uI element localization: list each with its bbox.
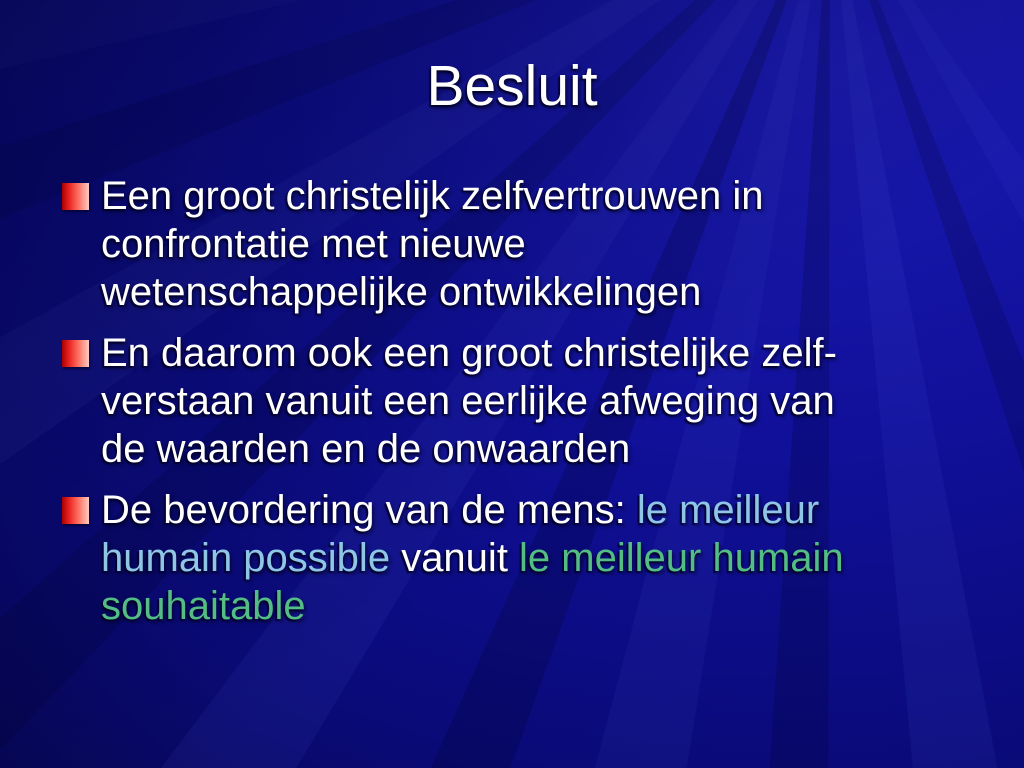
text-segment: le meilleur [636, 488, 820, 532]
text-segment: souhaitable [101, 584, 306, 628]
bullet-item [62, 172, 972, 316]
bullet-item [62, 486, 972, 630]
text-segment: De bevordering van de mens: [101, 488, 637, 532]
bullet-marker-icon [62, 183, 89, 210]
bullet-text [101, 486, 844, 630]
text-segment: wetenschappelijke ontwikkelingen [101, 270, 702, 314]
page-title: Besluit [426, 54, 598, 118]
text-segment: confrontatie met nieuwe [101, 222, 526, 266]
bullet-item [62, 329, 972, 473]
text-segment: vanuit [401, 536, 520, 580]
text-segment: En daarom ook een groot christelijke zelf- [101, 331, 837, 375]
bullet-text [101, 329, 837, 473]
text-segment: humain possible [101, 536, 402, 580]
text-segment: verstaan vanuit een eerlijke afweging van [101, 379, 835, 423]
text-segment: Een groot christelijk zelfvertrouwen in [101, 174, 764, 218]
bullet-marker-icon [62, 497, 89, 524]
bullet-marker-icon [62, 340, 89, 367]
bullet-list [62, 172, 972, 643]
bullet-text [101, 172, 764, 316]
text-segment: de waarden en de onwaarden [101, 427, 631, 471]
text-segment: le meilleur humain [519, 536, 844, 580]
